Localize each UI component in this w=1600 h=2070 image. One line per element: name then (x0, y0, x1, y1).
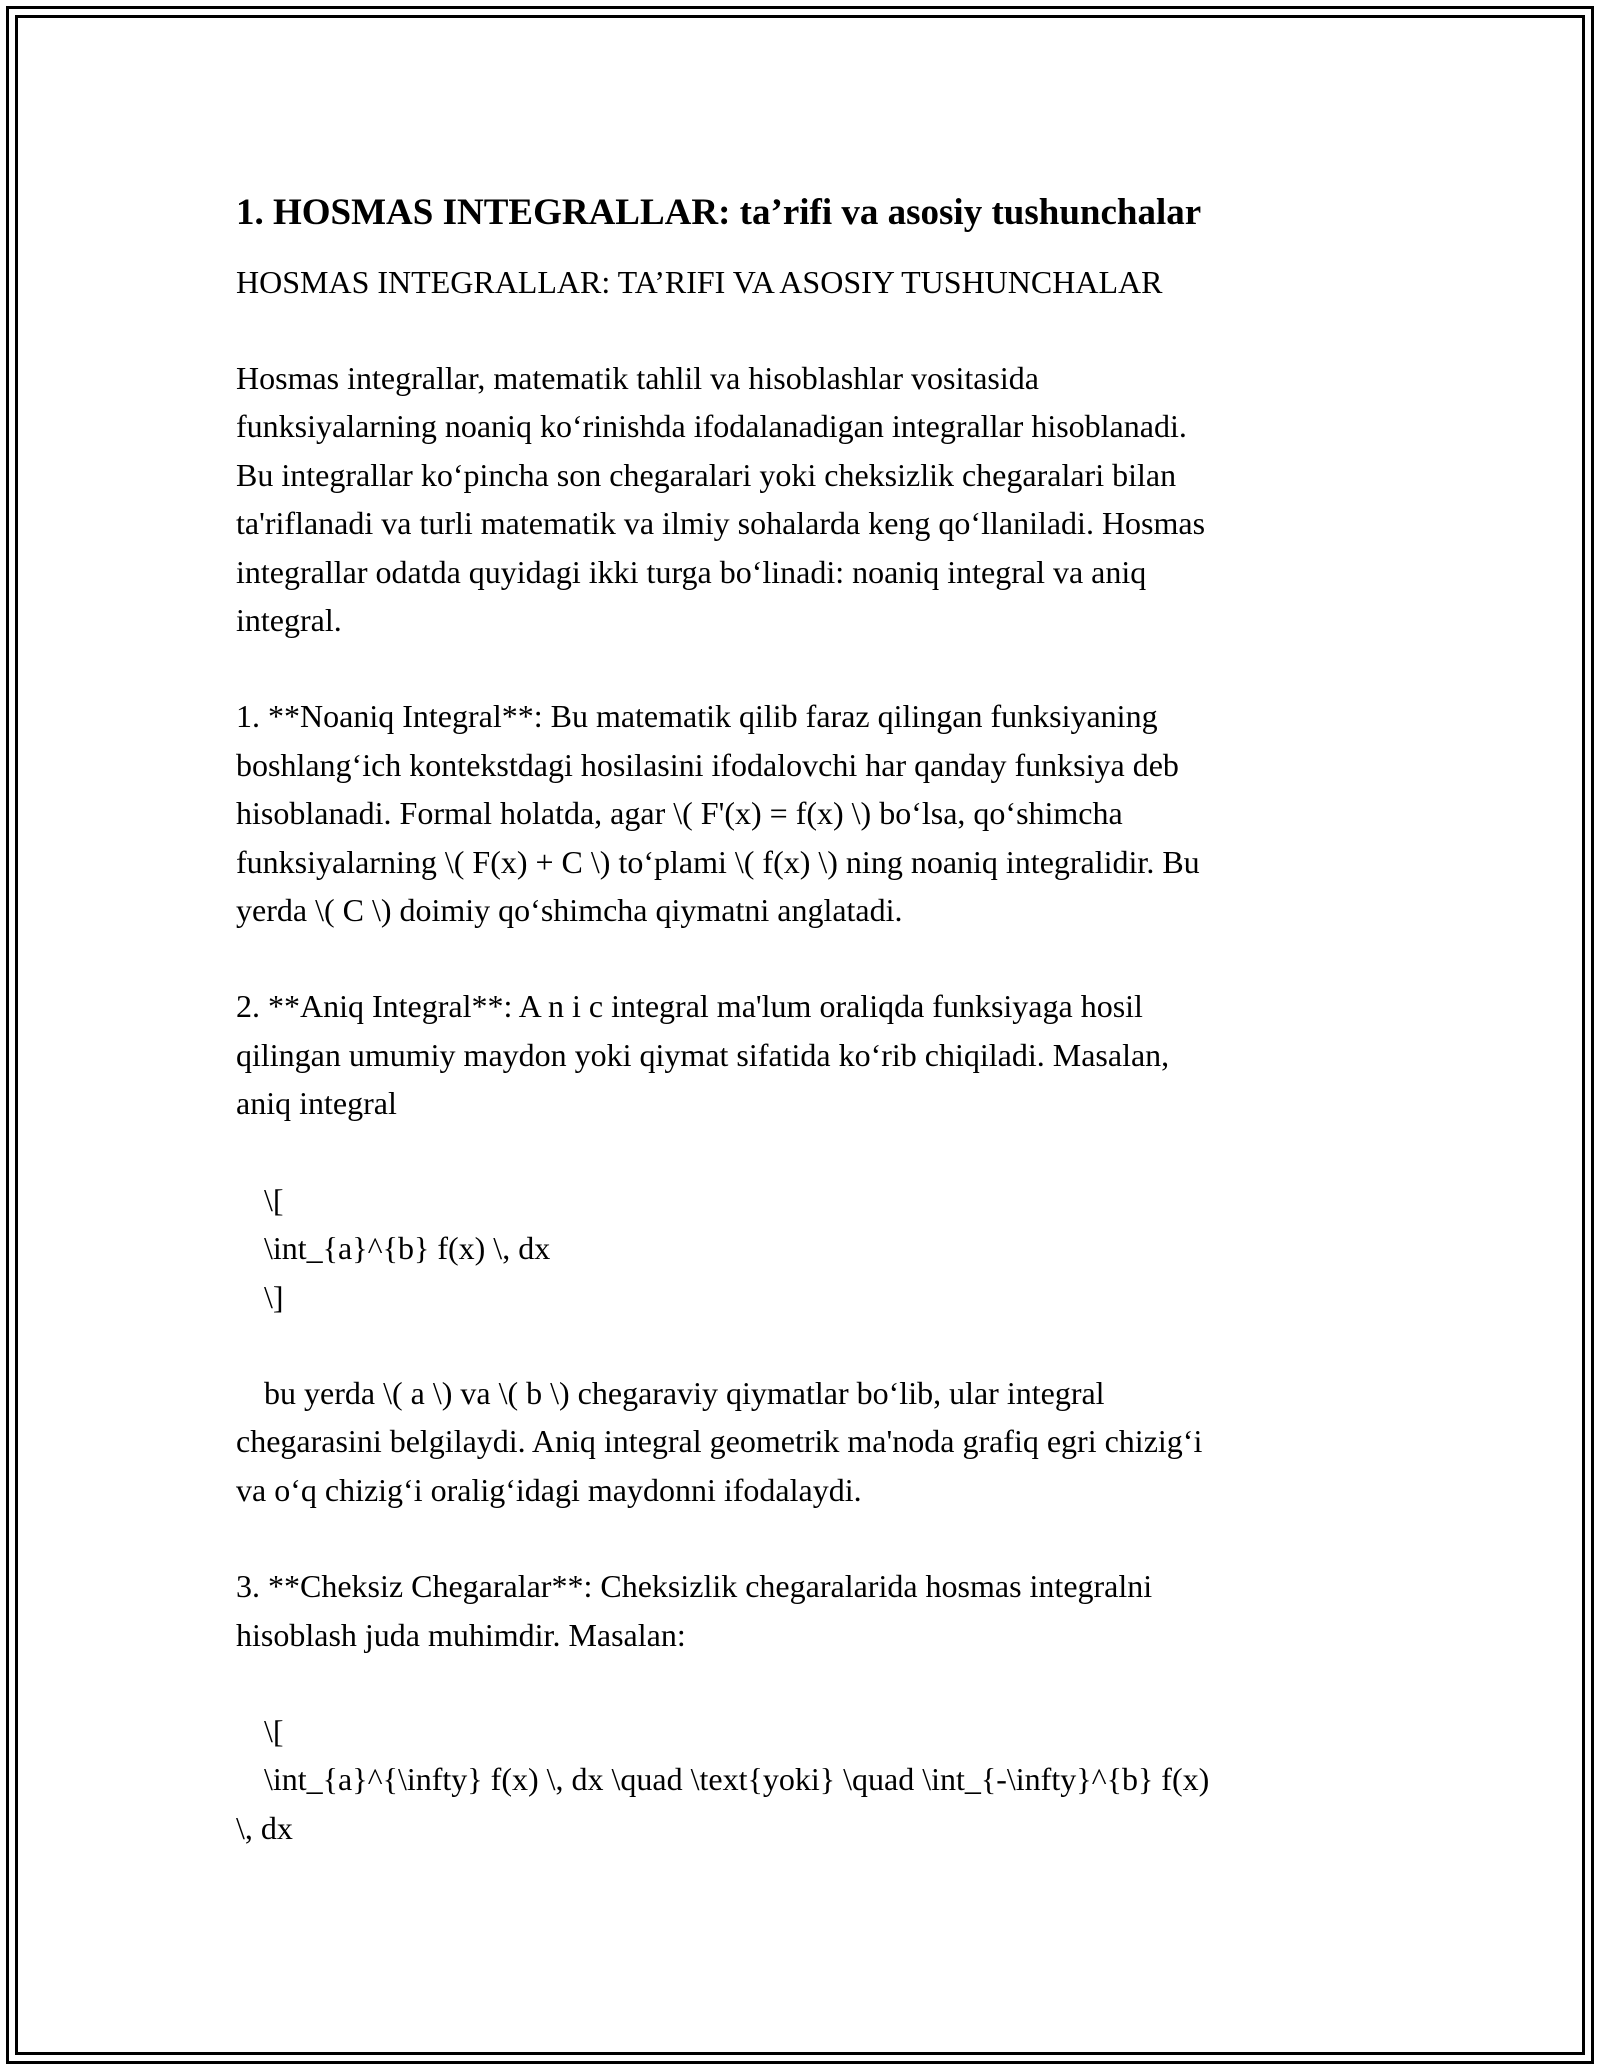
text-line: chegarasini belgilaydi. Aniq integral geometrik ma'noda grafiq egri chizig‘i (236, 1423, 1203, 1460)
document-subtitle: HOSMAS INTEGRALLAR: TA’RIFI VA ASOSIY TUSHUNCHALAR (236, 264, 1163, 300)
document-body (236, 188, 1366, 1900)
text-line: Hosmas integrallar, matematik tahlil va hisoblashlar vositasida (236, 360, 1039, 396)
text-line: hisoblanadi. Formal holatda, agar \( F'(x) = f(x) \) bo‘lsa, qo‘shimcha (236, 795, 1123, 832)
formula-line: \[ (264, 1712, 284, 1749)
item-noaniq-integral (236, 692, 1366, 934)
text-line: hisoblash juda muhimdir. Masalan: (236, 1616, 686, 1653)
item-aniq-integral-explanation (236, 1369, 1366, 1514)
formula-line: \int_{a}^{b} f(x) \, dx (264, 1230, 551, 1267)
text-line: Bu integrallar ko‘pincha son chegaralari yoki cheksizlik chegaralari bilan (236, 456, 1177, 493)
text-line: yerda \( C \) doimiy qo‘shimcha qiymatni anglatadi. (236, 892, 903, 929)
text-line: aniq integral (236, 1085, 397, 1122)
formula-line: \int_{a}^{\infty} f(x) \, dx \quad \text{yoki} \quad \int_{-\infty}^{b} f(x) (264, 1761, 1210, 1798)
intro-paragraph (236, 354, 1366, 644)
formula-line: \] (264, 1278, 284, 1315)
item-cheksiz-chegaralar (236, 1562, 1366, 1659)
text-line: integral. (236, 602, 342, 639)
document-title: 1. HOSMAS INTEGRALLAR: ta’rifi va asosiy tushunchalar (236, 192, 1202, 233)
text-line: 2. **Aniq Integral**: A n i c integral ma'lum oraliqda funksiyaga hosil (236, 988, 1143, 1025)
text-line: va o‘q chizig‘i oralig‘idagi maydonni ifodalaydi. (236, 1471, 862, 1508)
formula-line: \[ (264, 1181, 284, 1218)
item-aniq-integral (236, 982, 1366, 1127)
formula-block-2 (236, 1707, 1366, 1852)
text-line: ta'riflanadi va turli matematik va ilmiy sohalarda keng qo‘llaniladi. Hosmas (236, 505, 1206, 542)
text-line: boshlang‘ich kontekstdagi hosilasini ifodalovchi har qanday funksiya deb (236, 746, 1179, 783)
text-line: qilingan umumiy maydon yoki qiymat sifatida ko‘rib chiqiladi. Masalan, (236, 1036, 1170, 1073)
text-line: funksiyalarning noaniq ko‘rinishda ifodalanadigan integrallar hisoblanadi. (236, 408, 1187, 445)
text-line: bu yerda \( a \) va \( b \) chegaraviy qiymatlar bo‘lib, ular integral (264, 1374, 1105, 1411)
text-line: integrallar odatda quyidagi ikki turga bo‘linadi: noaniq integral va aniq (236, 553, 1147, 590)
text-line: 3. **Cheksiz Chegaralar**: Cheksizlik chegaralarida hosmas integralni (236, 1568, 1153, 1605)
formula-line: \, dx (236, 1809, 293, 1846)
formula-block-1 (236, 1176, 1366, 1321)
text-line: 1. **Noaniq Integral**: Bu matematik qilib faraz qilingan funksiyaning (236, 698, 1158, 735)
text-line: funksiyalarning \( F(x) + C \) to‘plami \( f(x) \) ning noaniq integralidir. Bu (236, 843, 1200, 880)
